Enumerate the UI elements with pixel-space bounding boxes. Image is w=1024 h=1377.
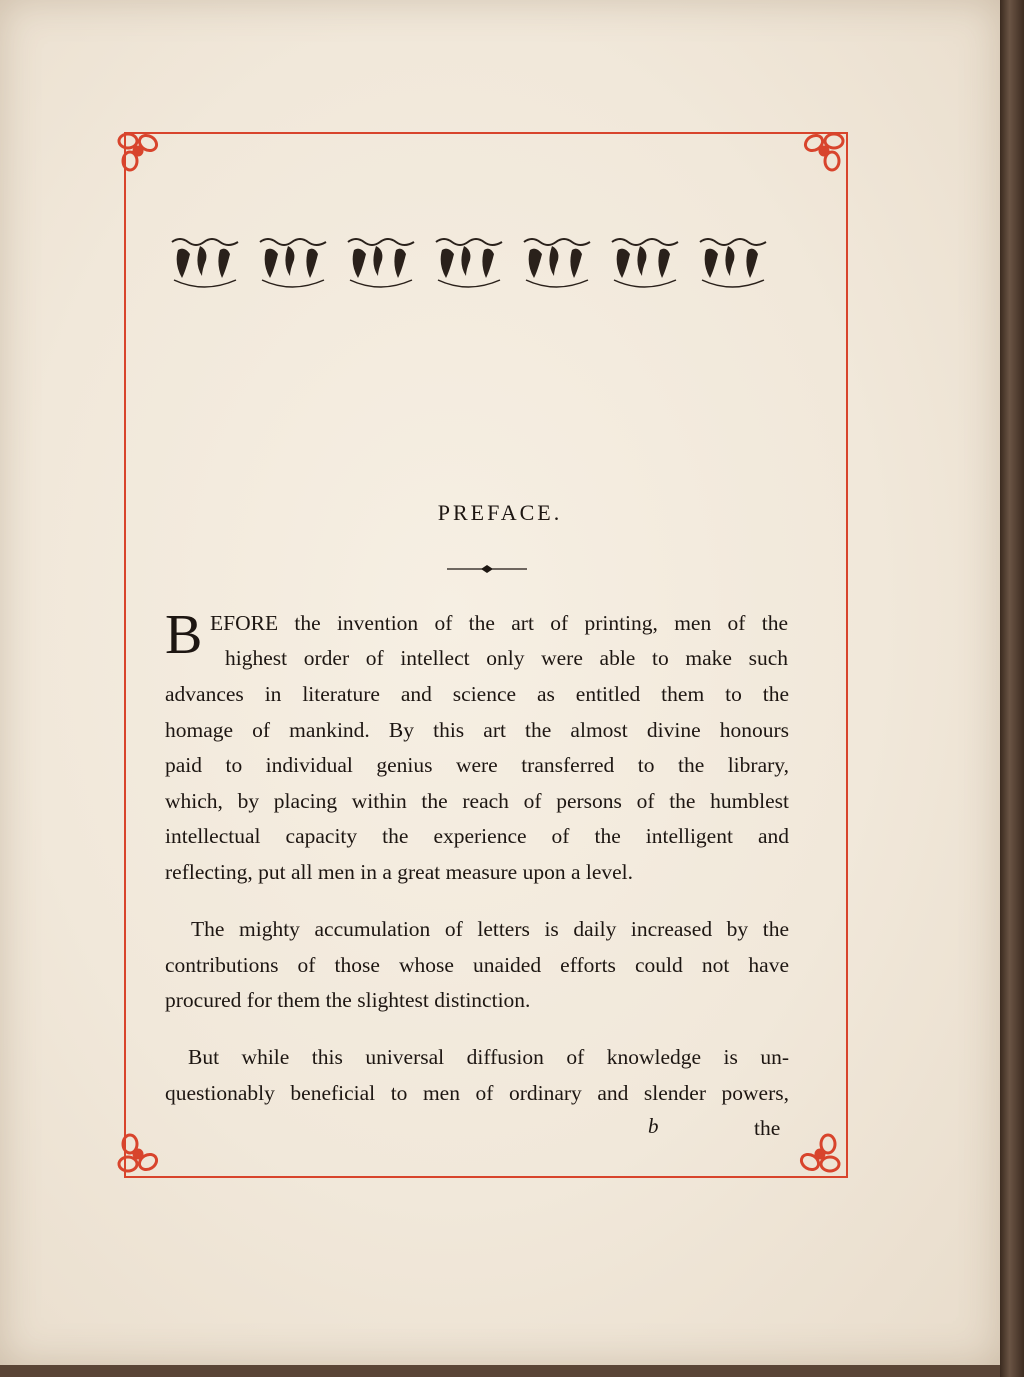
- book-edge: [1000, 0, 1024, 1377]
- ribbon-corner-ornament: [112, 125, 164, 177]
- paragraph-2: [165, 912, 789, 1019]
- text-line: questionably beneficial to men of ordinary and slender powers,: [165, 1080, 789, 1105]
- headpiece-ornament: [170, 234, 790, 290]
- text-line: which, by placing within the reach of persons of the humblest: [165, 788, 789, 813]
- paragraph-1-body: [165, 677, 789, 890]
- text-line: highest order of intellect only were able to make such: [225, 646, 788, 670]
- ribbon-corner-ornament: [112, 1128, 164, 1180]
- text-line: homage of mankind. By this art the almost divine honours: [165, 717, 789, 742]
- paragraph-3: [165, 1040, 789, 1111]
- drop-cap: B: [165, 604, 203, 666]
- page-heading: PREFACE.: [437, 500, 563, 525]
- ribbon-corner-ornament: [794, 1128, 846, 1180]
- text-line: reflecting, put all men in a great measure upon a level.: [165, 859, 634, 884]
- heading-divider: [447, 563, 527, 575]
- text-line: EFORE the invention of the art of printing, men of the: [210, 611, 788, 635]
- ribbon-corner-ornament: [798, 125, 850, 177]
- catchword: the: [754, 1116, 781, 1140]
- paragraph-line: [210, 606, 788, 642]
- text-line: advances in literature and science as entitled them to the: [165, 682, 789, 706]
- signature-mark: b: [648, 1114, 659, 1138]
- text-line: contributions of those whose unaided efforts could not have: [165, 952, 789, 977]
- paragraph-line: [225, 641, 788, 677]
- text-line: The mighty accumulation of letters is daily increased by the: [191, 917, 789, 941]
- text-line: paid to individual genius were transferred to the library,: [165, 753, 789, 777]
- text-line: procured for them the slightest distinction.: [165, 988, 531, 1012]
- text-line: But while this universal diffusion of knowledge is un-: [188, 1045, 789, 1069]
- text-line: intellectual capacity the experience of the intelligent and: [165, 824, 789, 848]
